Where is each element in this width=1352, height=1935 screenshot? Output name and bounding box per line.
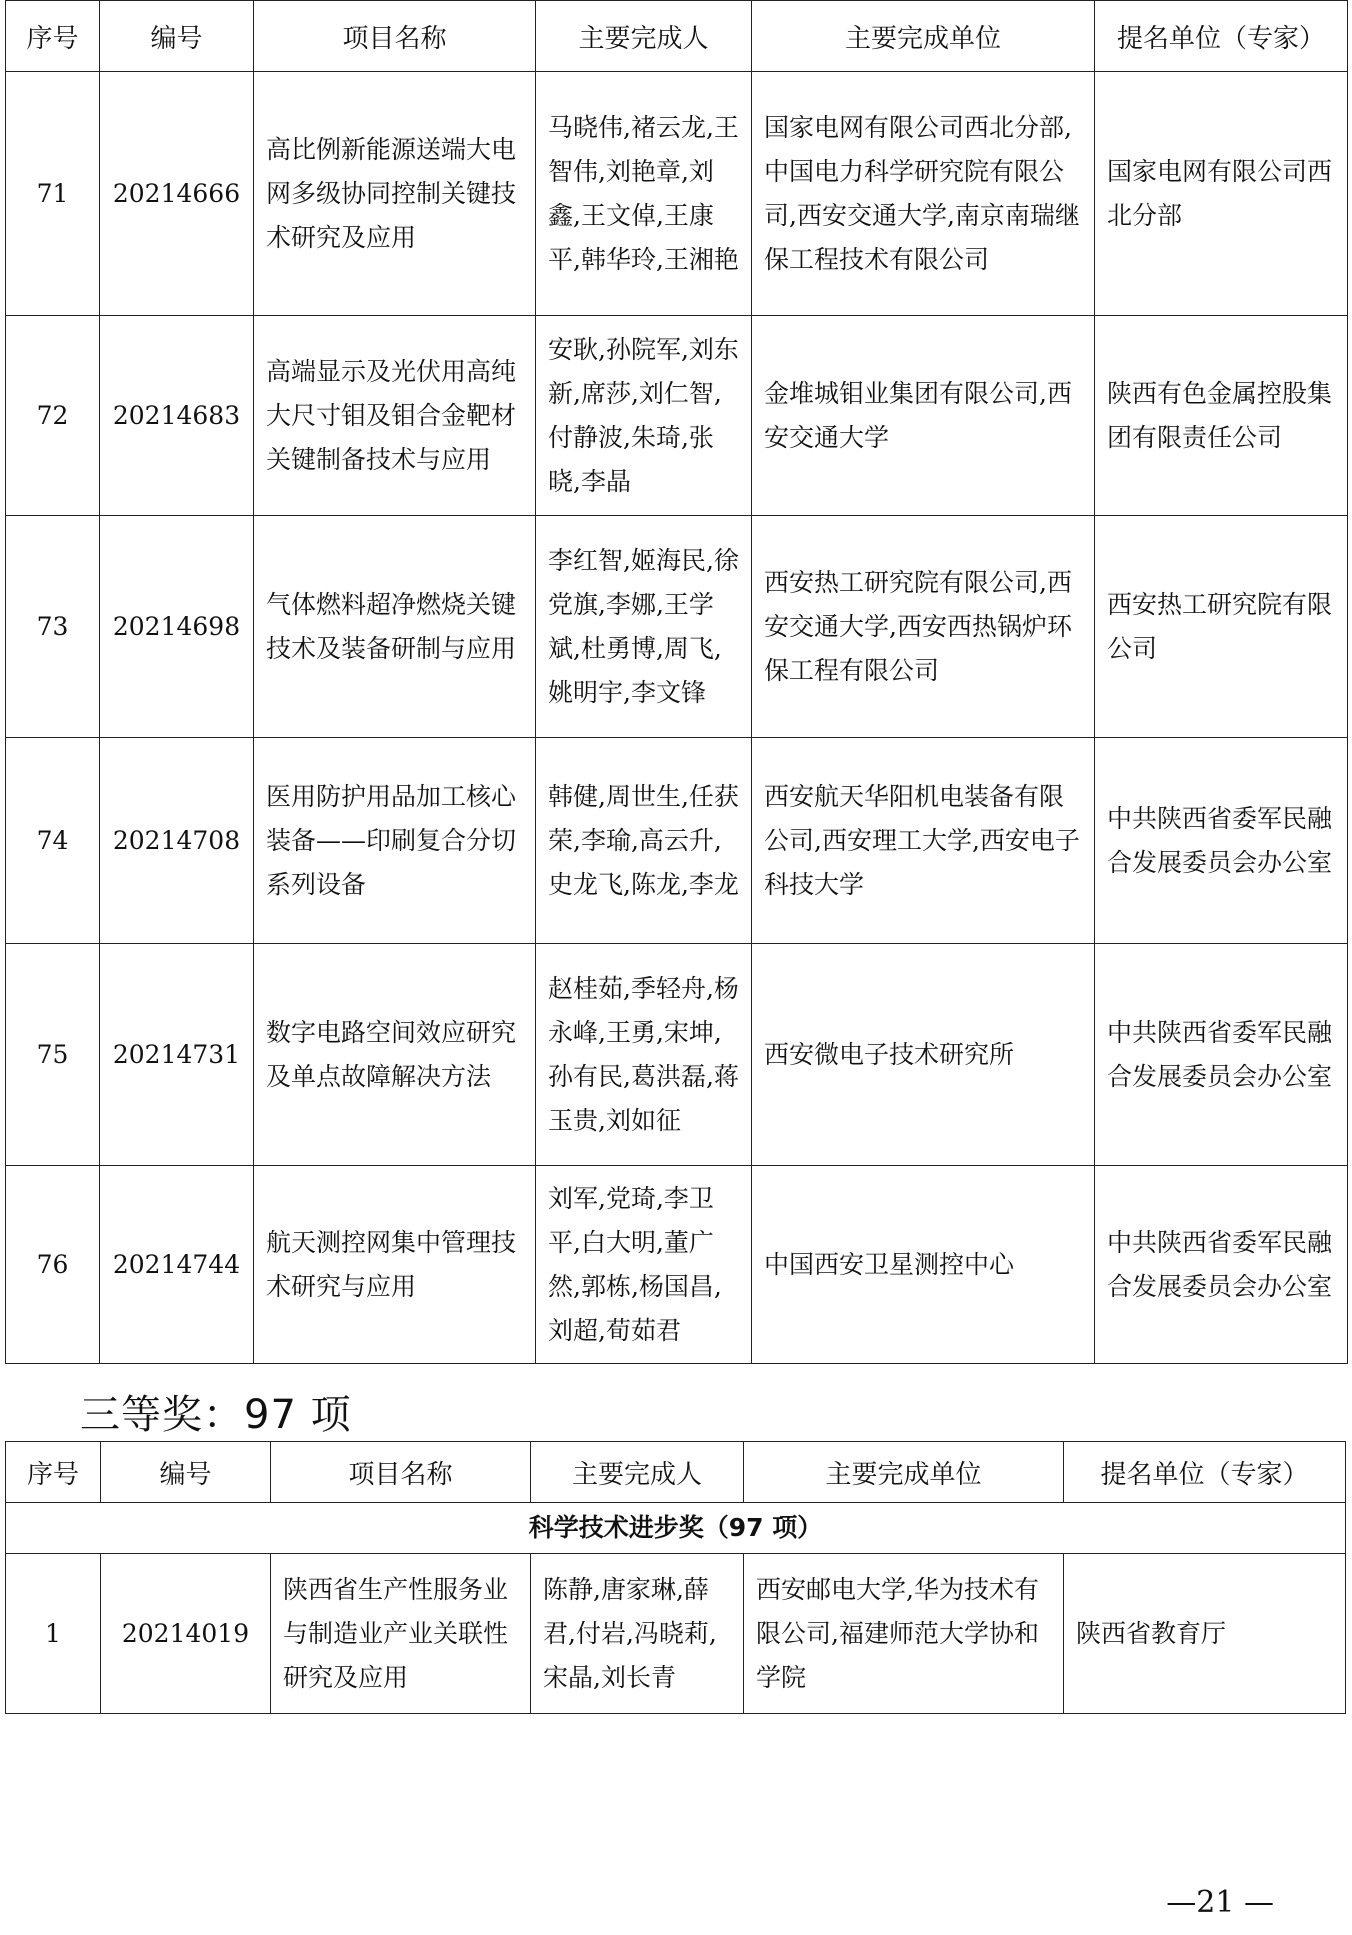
header-project-name: 项目名称 — [271, 1442, 531, 1503]
cell-nominator: 陕西省教育厅 — [1064, 1554, 1346, 1714]
cell-main-persons: 马晓伟,褚云龙,王智伟,刘艳章,刘鑫,王文倬,王康平,韩华玲,王湘艳 — [536, 72, 752, 316]
third-class-heading: 三等奖：97 项 — [80, 1392, 352, 1438]
cell-code: 20214731 — [100, 944, 254, 1166]
cell-project-name: 气体燃料超净燃烧关键技术及装备研制与应用 — [254, 516, 536, 738]
header-nominator: 提名单位（专家） — [1095, 1, 1348, 72]
cell-index: 71 — [6, 72, 100, 316]
cell-project-name: 高比例新能源送端大电网多级协同控制关键技术研究及应用 — [254, 72, 536, 316]
cell-code: 20214666 — [100, 72, 254, 316]
header-main-persons: 主要完成人 — [536, 1, 752, 72]
table-row — [6, 72, 1348, 316]
cell-project-name: 陕西省生产性服务业与制造业产业关联性研究及应用 — [271, 1554, 531, 1714]
cell-project-name: 高端显示及光伏用高纯大尺寸钼及钼合金靶材关键制备技术与应用 — [254, 316, 536, 516]
cell-main-persons: 李红智,姬海民,徐党旗,李娜,王学斌,杜勇博,周飞,姚明宇,李文锋 — [536, 516, 752, 738]
award-table-third-class — [5, 1441, 1346, 1714]
table-header-row — [6, 1, 1348, 72]
cell-main-units: 西安热工研究院有限公司,西安交通大学,西安西热锅炉环保工程有限公司 — [752, 516, 1095, 738]
cell-index: 1 — [6, 1554, 101, 1714]
header-main-units: 主要完成单位 — [744, 1442, 1064, 1503]
header-code: 编号 — [101, 1442, 271, 1503]
table-row — [6, 1166, 1348, 1364]
header-main-persons: 主要完成人 — [531, 1442, 744, 1503]
cell-nominator: 陕西有色金属控股集团有限责任公司 — [1095, 316, 1348, 516]
award-table-second-class — [5, 0, 1348, 1364]
header-index: 序号 — [6, 1, 100, 72]
cell-nominator: 西安热工研究院有限公司 — [1095, 516, 1348, 738]
cell-main-persons: 刘军,党琦,李卫平,白大明,董广然,郭栋,杨国昌,刘超,荀茹君 — [536, 1166, 752, 1364]
header-nominator: 提名单位（专家） — [1064, 1442, 1346, 1503]
cell-nominator: 国家电网有限公司西北分部 — [1095, 72, 1348, 316]
cell-index: 74 — [6, 738, 100, 944]
cell-main-persons: 赵桂茹,季轻舟,杨永峰,王勇,宋坤,孙有民,葛洪磊,蒋玉贵,刘如征 — [536, 944, 752, 1166]
cell-index: 75 — [6, 944, 100, 1166]
cell-code: 20214698 — [100, 516, 254, 738]
cell-code: 20214019 — [101, 1554, 271, 1714]
cell-code: 20214683 — [100, 316, 254, 516]
page-number: —21 — — [1166, 1885, 1274, 1920]
cell-nominator: 中共陕西省委军民融合发展委员会办公室 — [1095, 738, 1348, 944]
cell-code: 20214708 — [100, 738, 254, 944]
table-row — [6, 1554, 1346, 1714]
cell-project-name: 医用防护用品加工核心装备——印刷复合分切系列设备 — [254, 738, 536, 944]
section-row — [6, 1503, 1346, 1554]
header-main-units: 主要完成单位 — [752, 1, 1095, 72]
table-row — [6, 516, 1348, 738]
cell-index: 76 — [6, 1166, 100, 1364]
cell-main-units: 西安航天华阳机电装备有限公司,西安理工大学,西安电子科技大学 — [752, 738, 1095, 944]
cell-main-units: 国家电网有限公司西北分部,中国电力科学研究院有限公司,西安交通大学,南京南瑞继保工程技术有限公司 — [752, 72, 1095, 316]
cell-main-units: 西安邮电大学,华为技术有限公司,福建师范大学协和学院 — [744, 1554, 1064, 1714]
section-title: 科学技术进步奖（97 项） — [6, 1503, 1346, 1554]
header-index: 序号 — [6, 1442, 101, 1503]
table-row — [6, 944, 1348, 1166]
cell-main-units: 西安微电子技术研究所 — [752, 944, 1095, 1166]
cell-project-name: 数字电路空间效应研究及单点故障解决方法 — [254, 944, 536, 1166]
cell-main-persons: 陈静,唐家琳,薛君,付岩,冯晓莉,宋晶,刘长青 — [531, 1554, 744, 1714]
table-row — [6, 738, 1348, 944]
header-project-name: 项目名称 — [254, 1, 536, 72]
table-header-row — [6, 1442, 1346, 1503]
cell-main-persons: 安耿,孙院军,刘东新,席莎,刘仁智,付静波,朱琦,张晓,李晶 — [536, 316, 752, 516]
cell-nominator: 中共陕西省委军民融合发展委员会办公室 — [1095, 944, 1348, 1166]
header-code: 编号 — [100, 1, 254, 72]
cell-main-units: 金堆城钼业集团有限公司,西安交通大学 — [752, 316, 1095, 516]
cell-index: 72 — [6, 316, 100, 516]
table-row — [6, 316, 1348, 516]
cell-code: 20214744 — [100, 1166, 254, 1364]
cell-main-units: 中国西安卫星测控中心 — [752, 1166, 1095, 1364]
cell-index: 73 — [6, 516, 100, 738]
cell-nominator: 中共陕西省委军民融合发展委员会办公室 — [1095, 1166, 1348, 1364]
cell-project-name: 航天测控网集中管理技术研究与应用 — [254, 1166, 536, 1364]
cell-main-persons: 韩健,周世生,任获荣,李瑜,高云升,史龙飞,陈龙,李龙 — [536, 738, 752, 944]
